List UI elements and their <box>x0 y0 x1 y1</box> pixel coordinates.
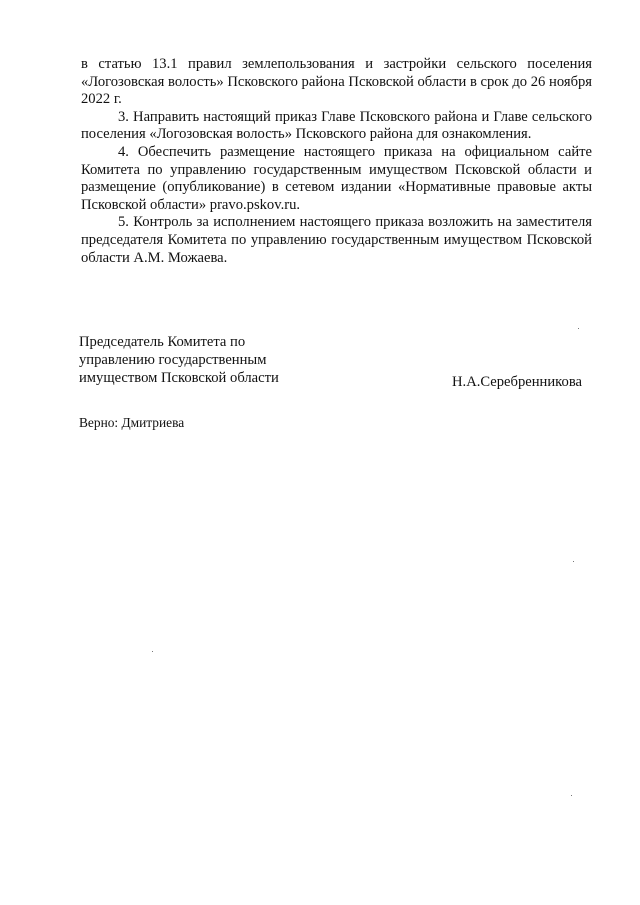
scan-speck <box>571 795 572 796</box>
signatory-title-line-3: имуществом Псковской области <box>79 369 279 386</box>
signatory-title-line-2: управлению государственным <box>79 351 267 368</box>
scan-speck <box>152 651 153 652</box>
scan-speck <box>573 561 574 562</box>
signatory-title-line-1: Председатель Комитета по <box>79 334 246 350</box>
paragraph-item-3: 3. Направить настоящий приказ Главе Псковского района и Главе сельского поселения «Логозовская волость» Псковского района для ознакомления. <box>81 108 592 143</box>
verified-by-note: Верно: Дмитриева <box>79 415 185 430</box>
paragraph-continuation: в статью 13.1 правил землепользования и застройки сельского поселения «Логозовская волость» Псковского района Псковской области в срок до 26 ноября 2022 г. <box>81 56 592 108</box>
signatory-name: Н.А.Серебренникова <box>452 374 582 390</box>
document-body <box>81 56 592 267</box>
signatory-title <box>79 334 279 387</box>
paragraph-item-5: 5. Контроль за исполнением настоящего приказа возложить на заместителя председателя Комитета по управлению государственным имуществом Псковской области А.М. Можаева. <box>81 214 592 266</box>
paragraph-item-4: 4. Обеспечить размещение настоящего приказа на официальном сайте Комитета по управлению государственным имуществом Псковской области и размещение (опубликование) в сетевом издании «Нормативные правовые акты Псковской области» pravo.pskov.ru. <box>81 143 592 213</box>
scan-speck <box>578 328 579 329</box>
